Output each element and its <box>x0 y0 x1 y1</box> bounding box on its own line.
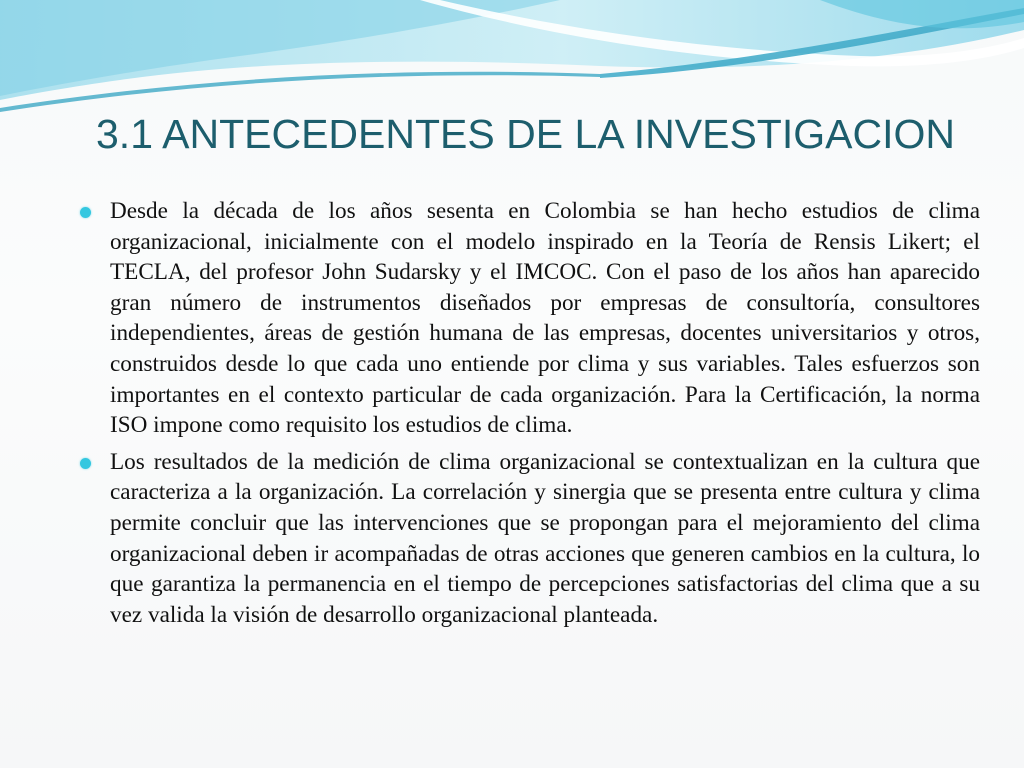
bullet-item <box>76 447 980 631</box>
bullet-dot-icon <box>80 207 91 218</box>
bullet-text: Desde la década de los años sesenta en Colombia se han hecho estudios de clima organizacional, inicialmente con el modelo inspirado en la Teoría de Rensis Likert; el TECLA, del profesor John Sudarsky y el IMCOC. Con el paso de los años han aparecido gran número de instrumentos diseñados por empresas de consultoría, consultores independientes, áreas de gestión humana de las empresas, docentes universitarios y otros, construidos desde lo que cada uno entiende por clima y sus variables. Tales esfuerzos son importantes en el contexto particular de cada organización. Para la Certificación, la norma ISO impone como requisito los estudios de clima. <box>110 198 980 439</box>
bullet-dot-icon <box>80 458 91 469</box>
bullet-text: Los resultados de la medición de clima organizacional se contextualizan en la cultura que caracteriza a la organización. La correlación y sinergia que se presenta entre cultura y clima permite concluir que las intervenciones que se propongan para el mejoramiento del clima organizacional deben ir acompañadas de otras acciones que generen cambios en la cultura, lo que garantiza la permanencia en el tiempo de percepciones satisfactorias del clima que a su vez valida la visión de desarrollo organizacional planteada. <box>110 448 980 628</box>
bullet-list <box>76 196 980 636</box>
slide-title: 3.1 ANTECEDENTES DE LA INVESTIGACION <box>96 111 955 157</box>
bullet-item <box>76 196 980 441</box>
